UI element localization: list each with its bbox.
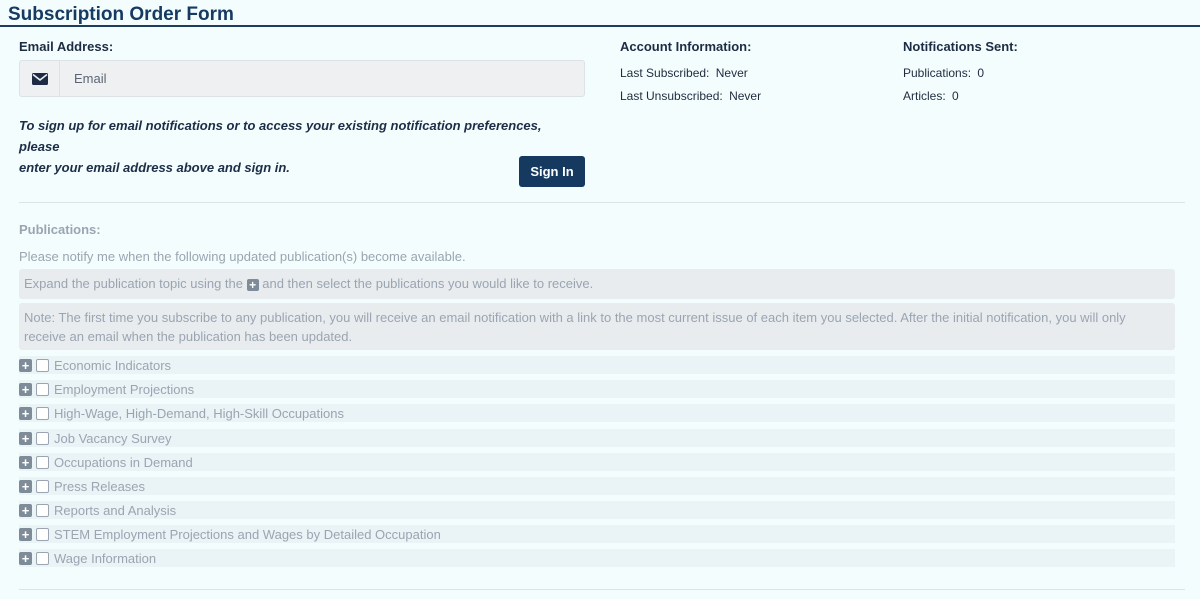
publication-item (19, 429, 1175, 447)
note-line-1: Note: The first time you subscribe to any publication, you will receive an email notification with a link to the most current issue of each item you selected. After the initial notification, you will only (24, 310, 1126, 325)
expand-hint-prefix: Expand the publication topic using the (24, 276, 243, 291)
publication-checkbox[interactable] (36, 383, 49, 396)
publication-item (19, 453, 1175, 471)
articles-sent-value: 0 (952, 89, 959, 103)
publication-item (19, 356, 1175, 374)
bottom-divider (19, 589, 1185, 590)
notifications-heading: Notifications Sent: (903, 39, 1018, 54)
plus-square-icon[interactable]: + (19, 528, 32, 541)
instructions-line-1: To sign up for email notifications or to access your existing notification preferences, please (19, 118, 542, 154)
last-subscribed-label: Last Subscribed: (620, 66, 710, 80)
signin-instructions (19, 115, 579, 178)
publications-sent-label: Publications: (903, 66, 972, 80)
publication-label: Press Releases (54, 478, 146, 494)
account-info-heading: Account Information: (620, 39, 752, 54)
plus-square-icon[interactable]: + (19, 456, 32, 469)
publication-label: Occupations in Demand (54, 454, 193, 470)
title-divider (0, 25, 1200, 27)
plus-square-icon: + (247, 279, 259, 291)
email-input-group (19, 60, 585, 97)
last-unsubscribed-value: Never (729, 89, 762, 103)
publications-sent-value: 0 (977, 66, 985, 80)
subscription-note-box (19, 303, 1175, 350)
publication-item (19, 525, 1175, 543)
publication-item (19, 477, 1175, 495)
publication-checkbox[interactable] (36, 407, 49, 420)
publications-sent (903, 66, 984, 80)
publication-item (19, 404, 1175, 422)
publications-heading: Publications: (19, 222, 101, 237)
plus-square-icon[interactable]: + (19, 383, 32, 396)
email-input[interactable] (60, 61, 580, 96)
publication-checkbox[interactable] (36, 456, 49, 469)
publication-checkbox[interactable] (36, 552, 49, 565)
publication-item (19, 501, 1175, 519)
publications-description: Please notify me when the following updated publication(s) become available. (19, 249, 466, 264)
articles-sent (903, 89, 959, 103)
plus-square-icon[interactable]: + (19, 407, 32, 420)
last-unsubscribed (620, 89, 761, 103)
expand-hint-suffix: and then select the publications you would like to receive. (262, 276, 594, 291)
email-label: Email Address: (19, 39, 114, 54)
publication-checkbox[interactable] (36, 504, 49, 517)
publication-label: Wage Information (54, 550, 157, 566)
envelope-icon (20, 61, 60, 96)
publication-checkbox[interactable] (36, 432, 49, 445)
publication-label: Job Vacancy Survey (54, 430, 172, 446)
page-title: Subscription Order Form (8, 4, 234, 25)
publication-label: Economic Indicators (54, 357, 172, 373)
plus-square-icon[interactable]: + (19, 504, 32, 517)
instructions-line-2: enter your email address above and sign in. (19, 160, 290, 175)
publication-label: Employment Projections (54, 381, 195, 397)
plus-square-icon[interactable]: + (19, 480, 32, 493)
publication-checkbox[interactable] (36, 528, 49, 541)
publication-checkbox[interactable] (36, 359, 49, 372)
plus-square-icon[interactable]: + (19, 552, 32, 565)
articles-sent-label: Articles: (903, 89, 946, 103)
last-subscribed (620, 66, 748, 80)
last-unsubscribed-label: Last Unsubscribed: (620, 89, 723, 103)
sign-in-button[interactable]: Sign In (519, 156, 585, 187)
note-line-2: receive an email when the publication has been updated. (24, 329, 353, 344)
section-divider (19, 202, 1185, 203)
publication-label: STEM Employment Projections and Wages by Detailed Occupation (54, 526, 441, 542)
publication-checkbox[interactable] (36, 480, 49, 493)
publication-label: Reports and Analysis (54, 502, 177, 518)
last-subscribed-value: Never (715, 66, 748, 80)
expand-hint-box (19, 269, 1175, 299)
plus-square-icon[interactable]: + (19, 432, 32, 445)
publication-label: High-Wage, High-Demand, High-Skill Occupations (54, 405, 344, 421)
plus-square-icon[interactable]: + (19, 359, 32, 372)
publication-item (19, 549, 1175, 567)
publication-item (19, 380, 1175, 398)
